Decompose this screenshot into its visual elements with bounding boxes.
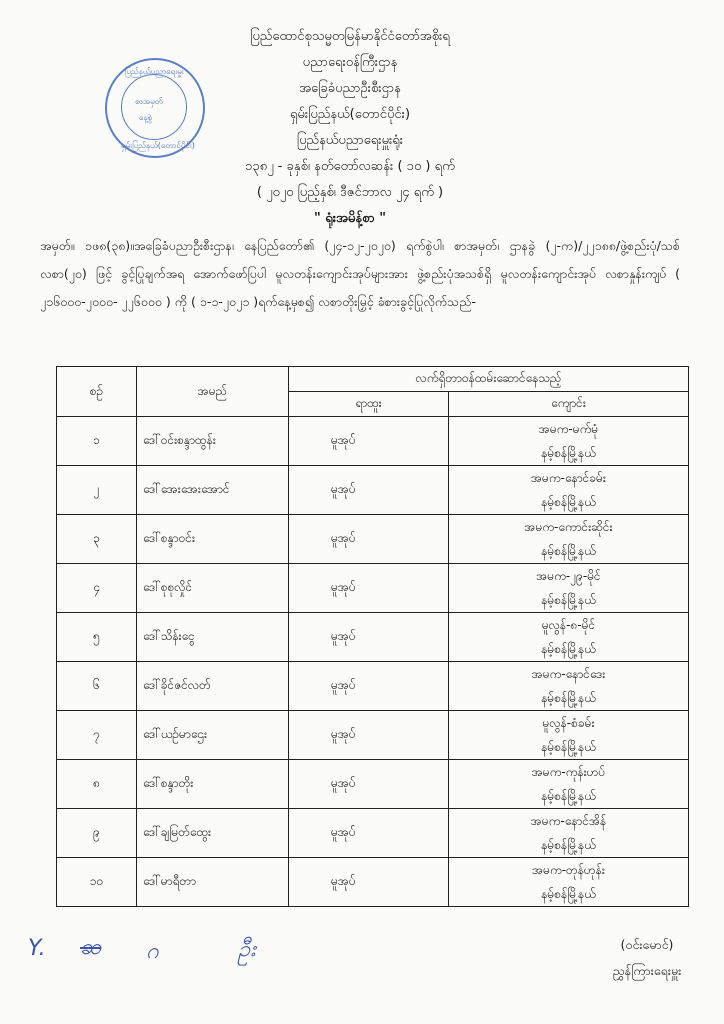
row-school-cell [449,858,689,907]
row-school-cell [449,711,689,760]
table-row [57,466,689,515]
initial-mark: Y. [28,936,46,961]
table-row [57,711,689,760]
row-rank: မူအုပ် [289,858,449,907]
row-no: ၉ [57,809,137,858]
official-seal [105,58,205,158]
row-school-cell [449,515,689,564]
row-school-cell [449,662,689,711]
letterhead-line: ပြည်နယ်ပညာရေးမှူးရုံး [296,133,404,148]
row-name: ဒေါ်အေးအေးအောင် [137,466,289,515]
row-township: နမ့်စန်မြို့နယ် [541,495,596,509]
table-row [57,662,689,711]
row-rank: မူအုပ် [289,466,449,515]
letterhead-line: အခြေခံပညာဦးစီးဌာန [299,81,401,96]
header-name: အမည် [137,367,289,417]
row-school: မူလွန်-စံခမ်း [542,716,595,730]
row-township: နမ့်စန်မြို့နယ် [541,642,596,656]
row-name: ဒေါ်ယဉ်မာဌေး [137,711,289,760]
row-no: ၄ [57,564,137,613]
row-township: နမ့်စန်မြို့နယ် [541,446,596,460]
table-row [57,809,689,858]
letterhead-line: ပြည်ထောင်စုသမ္မတမြန်မာနိုင်ငံတော်အစိုးရ [250,29,450,44]
row-name: ဒေါ်မာရီတာ [137,858,289,907]
row-township: နမ့်စန်မြို့နယ် [541,544,596,558]
row-school: အမက-နောင်ဒေး [531,667,606,681]
row-township: နမ့်စန်မြို့နယ် [541,887,596,901]
row-rank: မူအုပ် [289,711,449,760]
row-school: အမက-နောင်အိန် [530,814,607,828]
header-school: ကျောင်း [449,392,689,417]
row-school: အမက-ကောင်းဆိုင်း [524,520,613,534]
row-school-cell [449,417,689,466]
row-no: ၇ [57,711,137,760]
row-school-cell [449,760,689,809]
initials-area [28,930,288,974]
initial-mark: ဆ [80,935,102,960]
row-no: ၈ [57,760,137,809]
row-township: နမ့်စန်မြို့နယ် [541,789,596,803]
row-rank: မူအုပ် [289,564,449,613]
table-row [57,760,689,809]
seal-bottom-text: ရှမ်းပြည်နယ်(တောင်ပိုင်း) [121,141,195,150]
row-school-cell [449,613,689,662]
table-row [57,515,689,564]
row-name: ဒေါ်ခိုင်ဇင်လတ် [137,662,289,711]
row-name: ဒေါ်ဝင်းစန္ဒာထွန်း [137,417,289,466]
header-no: စဉ် [57,367,137,417]
row-school: မူလွန်-၈-မိုင် [541,618,596,632]
table-row [57,564,689,613]
table-row [57,858,689,907]
seal-top-text: ပြည်နယ်ပညာရေးမှူး [125,67,184,76]
row-name: ဒေါ်သိန်းငွေ [137,613,289,662]
row-name: ဒေါ်ချမြတ်ထွေး [137,809,289,858]
document-title: " ရုံးအမိန့်စာ " [313,211,387,226]
row-school: အမက-တုန်ဟုန်း [532,863,605,877]
signature-block [592,932,702,984]
row-rank: မူအုပ် [289,613,449,662]
letterhead [200,24,500,232]
row-township: နမ့်စန်မြို့နယ် [541,838,596,852]
row-name: ဒေါ်စုစုလှိုင် [137,564,289,613]
row-township: နမ့်စန်မြို့နယ် [541,593,596,607]
date-line: ၁၃၈၂ - ခုနှစ်၊ နတ်တော်လဆန်း ( ၁၀ ) ရက် [245,159,455,174]
row-school: အမက-နောင်ခမ်း [531,471,606,485]
row-school-cell [449,809,689,858]
seal-mid-text-1: စာအမှတ် [135,97,163,106]
letterhead-line: ရှမ်းပြည်နယ်(တောင်ပိုင်း) [289,107,411,122]
row-name: ဒေါ်စန္ဒာတိုး [137,760,289,809]
row-school: အမက-ကုန်းဟပ် [531,765,606,779]
seal-mid-text-2: နေ့စွဲ [139,113,152,122]
header-current-post: လက်ရှိတာဝန်ထမ်းဆောင်နေသည့် [289,367,689,392]
row-school-cell [449,564,689,613]
row-school: အမက-မက်မုံ [538,422,599,436]
row-no: ၃ [57,515,137,564]
row-rank: မူအုပ် [289,662,449,711]
row-no: ၁၀ [57,858,137,907]
initial-mark: ဂ [146,939,159,964]
header-rank: ရာထူး [289,392,449,417]
table-body [57,417,689,907]
row-school-cell [449,466,689,515]
signer-title: ညွှန်ကြားရေးမှူး [612,963,682,978]
signer-name: (ဝင်းမောင်) [620,937,674,952]
row-rank: မူအုပ် [289,809,449,858]
row-name: ဒေါ်စန္ဒာဝင်း [137,515,289,564]
row-no: ၂ [57,466,137,515]
order-paragraph: အမှတ်။ ၁ဖ၈(၃၈)။အခြေခံပညာဦးစီးဌာန၊ နေပြည်တော်၏ (၂၄-၁၂-၂၀၂၀) ရက်စွဲပါ၊ စာအမှတ်၊ ဌာနခွဲ (၂-က)/၂၂၁၈၈/ဖွဲ့စည်းပုံ/သစ်လစာ(၂၀) ဖြင့် ခွင့်ပြုချက်အရ အောက်ဖော်ပြပါ မူလတန်းကျောင်းအုပ်များအား ဖွဲ့စည်းပုံအသစ်ရှိ မူလတန်းကျောင်းအုပ် လစာနှုန်းကျပ် ( ၂၁၆၀၀၀-၂၀၀၀- ၂၂၆၀၀၀ ) ကို ( ၁-၁-၂၀၂၁ )ရက်နေ့မှစ၍ လစာတိုးမြှင့် ခံစားခွင့်ပြုလိုက်သည်- [40,238,680,309]
initial-mark: ဦး [238,937,256,962]
row-rank: မူအုပ် [289,515,449,564]
staff-table [56,366,689,907]
row-no: ၆ [57,662,137,711]
row-rank: မူအုပ် [289,417,449,466]
row-no: ၁ [57,417,137,466]
row-rank: မူအုပ် [289,760,449,809]
row-township: နမ့်စန်မြို့နယ် [541,691,596,705]
table-row [57,613,689,662]
table-row [57,417,689,466]
letterhead-line: ပညာရေးဝန်ကြီးဌာန [302,55,398,70]
row-no: ၅ [57,613,137,662]
row-township: နမ့်စန်မြို့နယ် [541,740,596,754]
row-school: အမက-၂၉-မိုင် [536,569,601,583]
date-line: ( ၂၀၂၀ ပြည့်နှစ်၊ ဒီဇင်ဘာလ ၂၄ ရက် ) [256,185,444,200]
